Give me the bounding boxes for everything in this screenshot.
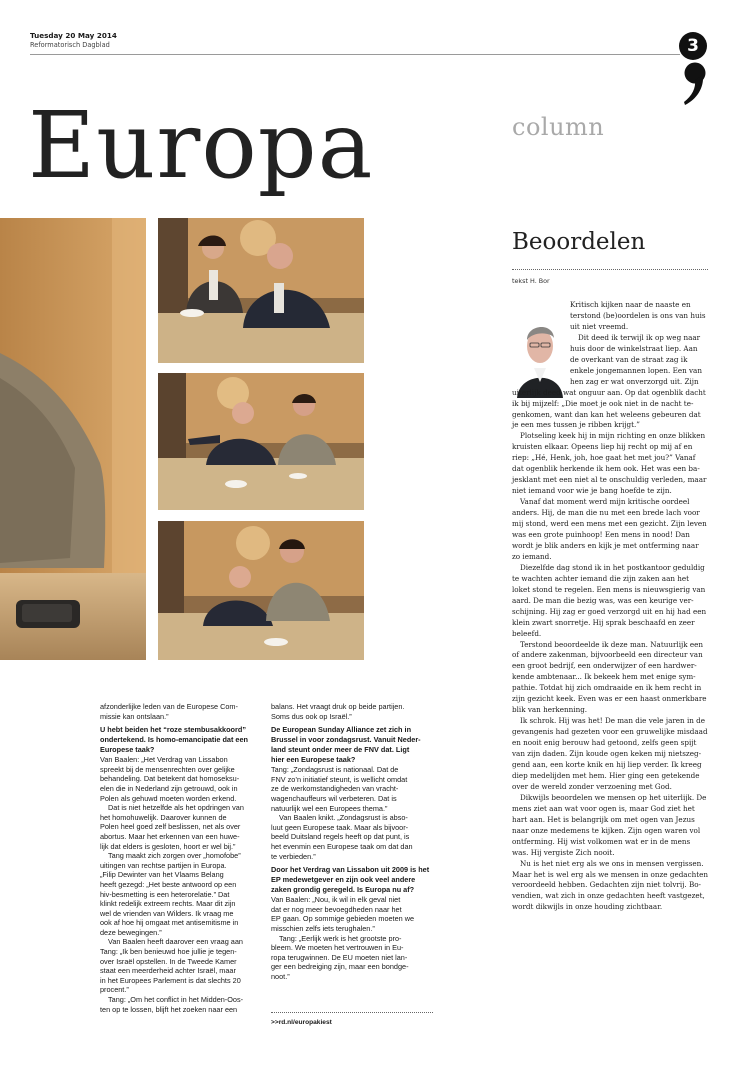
column-line: de overkant van de straat zag ik	[570, 354, 688, 364]
column-line: was een grote puinhoop! Een mens in nood! Dan	[512, 529, 690, 539]
interview-photo-3	[158, 521, 364, 660]
column-line: ontferming. Hij wist volkomen wat er in de mens	[512, 836, 691, 846]
column-line: naar onze medemens te kijken. Zijn ogen waren vol	[512, 825, 701, 835]
column-line: kruisten elkaar. Opeens liep hij recht op mij af en	[512, 442, 693, 452]
article-paragraph: balans. Het vraagt druk op beide partijen. Soms dus ook op Israël.”	[271, 702, 405, 721]
column-line: niet iemand voor wie je bang hoefde te zijn.	[512, 486, 672, 496]
column-line: riep: „Hé, Henk, joh, hoe gaat het met jou?” Vanaf	[512, 453, 696, 463]
interview-question: De European Sunday Alliance zet zich in Brussel in voor zondagsrust. Vanuit Neder- land steunt onder meer de FNV dat. Ligt hier een Europese taak?	[271, 725, 421, 765]
interview-question: U hebt beiden het “roze stembusakkoord” ondertekend. Is homo-emancipatie dat een Europese taak?	[100, 725, 248, 755]
column-line: een groot bedrijf, een onderwijzer of een hardwer-	[512, 661, 697, 671]
article-paragraph: Dat is niet hetzelfde als het opdringen van het homohuwelijk. Daarover kunnen de Polen heel goed zelf beslissen, net als over abortus. Maar het erkennen van een huwe- lijk dat elders is gesloten, hoort er wel bij.”	[100, 803, 244, 851]
article-paragraph: Van Baalen: „Nou, ik wil in elk geval niet dat er nog meer bevoegdheden naar het EP gaan. Op sommige gebieden moeten we misschien zelfs iets terughalen.”	[271, 895, 415, 933]
column-line: ik bij mijzelf: „Die moet je ook niet in de nacht te-	[512, 398, 694, 408]
column-line: Dikwijls beoordelen we mensen op het uiterlijk. De	[520, 792, 707, 802]
header-rule	[30, 54, 680, 55]
column-body-wrap	[570, 300, 718, 388]
article-column-left	[100, 702, 262, 1014]
publication-date: Tuesday 20 May 2014	[30, 31, 117, 40]
column-line: te wachten achter iemand die zijn zaken aan het	[512, 573, 690, 583]
column-line: schijning. Hij zag er goed verzorgd uit en hij had een	[512, 606, 707, 616]
column-line: wordt je blik anders en kijk je met ontferming naar	[512, 540, 699, 550]
column-line: zijn gezicht keek. Even was er een haast onmerkbare	[512, 694, 707, 704]
column-line: of andere zakenman, bijvoorbeeld een directeur van	[512, 650, 703, 660]
column-line: jesklant met een niet al te onschuldig verleden, maar	[512, 475, 707, 485]
column-line: veroordeeld hebben. Gedachten zijn niet tolvrij. Bo-	[512, 880, 701, 890]
column-line: vendien, wat zich in onze gedachten heeft vastgezet,	[512, 891, 705, 901]
main-photo	[0, 218, 146, 660]
article-paragraph: Van Baalen knikt. „Zondagsrust is abso- luut geen Europese taak. Maar als bijvoor- beeld Duitsland regels heeft op dat punt, is het evenmin een Europese taak om dat dan te verbieden.”	[271, 813, 413, 861]
interview-photo-1	[158, 218, 364, 363]
article-paragraph: Tang: „Eerlijk werk is het grootste pro- bleem. We moeten het vertrouwen in Eu- ropa terugwinnen. De EU moeten niet lan- ger een bedreiging zijn, maar een bondge- noot.”	[271, 933, 409, 981]
comma-logo-icon	[682, 62, 708, 106]
column-line: over de wereld zonder verzoening met God.	[512, 781, 672, 791]
column-line: Terstond beoordeelde ik deze man. Natuurlijk een	[520, 639, 704, 649]
column-line: je een mes tussen je ribben krijgt.”	[512, 420, 640, 430]
column-headline: Beoordelen	[512, 229, 646, 255]
column-line: kende ambtenaar... Ik bekeek hem met enige sym-	[512, 672, 696, 682]
column-line: anders. Hij, de man die nu met een brede lach voor	[512, 508, 700, 518]
article-link[interactable]: >>rd.nl/europakiest	[271, 1019, 332, 1026]
article-paragraph: Tang: „Om het conflict in het Midden-Oos- ten op te lossen, blijft het zoeken naar een	[100, 995, 244, 1014]
column-line: was. Hij vergiste Zich nooit.	[512, 847, 615, 857]
column-line: terstond (be)oordelen is ons van huis	[570, 310, 706, 320]
column-line: Maar het is wel erg als we mensen in onze gedachten	[512, 869, 709, 879]
column-line: enkele jongemannen lopen. Een van	[570, 365, 702, 375]
column-line: mens ziet aan wat voor ogen is, maar God ziet het	[512, 803, 695, 813]
column-line: aard. De man die bezig was, was een keurige ver-	[512, 595, 694, 605]
headline-divider	[512, 269, 708, 270]
column-line: pathie. Totdat hij zich omdraaide en ik hem recht in	[512, 683, 702, 693]
column-line: blik van herkenning.	[512, 705, 588, 715]
column-line: hart aan. Het is belangrijk om met ogen van Jezus	[512, 814, 695, 824]
article-paragraph: Tang maakt zich zorgen over „homofobe” uitingen van rechtse partijen in Europa. „Filip Dewinter van het Vlaams Belang heeft gezegd: „Het beste antwoord op een hiv-besmetting is een heterorelatie.” Dat klinkt redelijk extreem rechts. Maar dit zijn wel de vrienden van Wilders. Ik vraag me ook af hoe hij omgaat met antisemitisme in deze bewegingen.”	[100, 851, 241, 937]
column-line: Kritisch kijken naar de naaste en	[570, 300, 691, 309]
column-line: Ik schrok. Hij was het! De man die vele jaren in de	[520, 716, 706, 726]
column-line: mij stond, werd een mens met een gezicht. Zijn leven	[512, 519, 707, 529]
newspaper-name: Reformatorisch Dagblad	[30, 41, 110, 49]
column-line: en nooit enig berouw had getoond, zelfs geen spijt	[512, 738, 697, 748]
column-body	[512, 388, 718, 914]
column-line: klein zwart snorretje. Hij sprak beschaafd en zeer	[512, 617, 695, 627]
article-paragraph: Tang: „Zondagsrust is nationaal. Dat de FNV zo’n initiatief steunt, is wellicht omdat ze de werkomstandigheden van vracht- wagenchauffeurs wil verbeteren. Dat is natuurlijk wel een Europees thema.”	[271, 765, 408, 813]
column-line: loket stond te regelen. Een mens is nieuwsgierig van	[512, 584, 706, 594]
column-line: Dit deed ik terwijl ik op weg naar	[578, 332, 701, 342]
column-line: uiterlijk deed wat onguur aan. Op dat ogenblik dacht	[512, 387, 706, 397]
column-line: Diezelfde dag stond ik in het postkantoor geduldig	[520, 562, 705, 572]
footer-divider	[271, 1012, 433, 1013]
column-line: hen zag er wat onverzorgd uit. Zijn	[570, 376, 699, 386]
column-line: uit niet vreemd.	[570, 321, 629, 331]
article-paragraph: afzonderlijke leden van de Europese Com- missie kan ontslaan.”	[100, 702, 238, 721]
article-column-right	[271, 702, 435, 981]
column-line: genkomen, want dan kan het weleens gebeuren dat	[512, 409, 701, 419]
column-line: huis door de winkelstraat liep. Aan	[570, 343, 698, 353]
column-line: gend aan, een korte knik en hij liep verder. Ik kreeg	[512, 760, 702, 769]
page-number-badge: 3	[679, 32, 707, 60]
page-title: Europa	[28, 92, 374, 199]
column-line: van zijn daden. Zijn koude ogen keken mij nietszeg-	[512, 749, 701, 759]
column-line: zo iemand.	[512, 551, 552, 561]
section-label: column	[512, 113, 605, 141]
column-line: beleefd.	[512, 628, 542, 638]
column-line: wordt dikwijls in onze houding zichtbaar.	[512, 902, 663, 912]
column-line: diep medelijden met hem. Hier ging een getekende	[512, 770, 700, 780]
column-byline: tekst H. Bor	[512, 277, 550, 285]
column-line: Vanaf dat moment werd mijn kritische oordeel	[520, 497, 690, 507]
article-paragraph: Van Baalen: „Het Verdrag van Lissabon spreekt bij de mensenrechten over gelijke behandeling. Dat betekent dat homoseksu- elen die in Nederland zijn getrouwd, ook in Polen als gehuwd moeten worden erkend.	[100, 755, 240, 803]
column-line: dat ogenblik herkende ik hem ook. Het was een ba-	[512, 464, 700, 474]
column-line: Plotseling keek hij in mijn richting en onze blikken	[520, 431, 706, 441]
interview-question: Door het Verdrag van Lissabon uit 2009 is het EP medewetgever en zijn ook veel andere zaken grondig geregeld. Is Europa nu af?	[271, 865, 430, 895]
column-line: gevangenis had gezeten voor een gruwelijke misdaad	[512, 727, 708, 737]
author-portrait	[513, 306, 563, 398]
interview-photo-2	[158, 373, 364, 510]
article-paragraph: Van Baalen heeft daarover een vraag aan Tang: „Ik ben benieuwd hoe jullie je tegen- over Israël opstellen. In de Tweede Kamer staat een meerderheid achter Israël, maar in het Europees Parlement is dat slechts 20 procent.”	[100, 937, 243, 995]
column-line: Nu is het niet erg als we ons in mensen vergissen.	[520, 858, 704, 868]
